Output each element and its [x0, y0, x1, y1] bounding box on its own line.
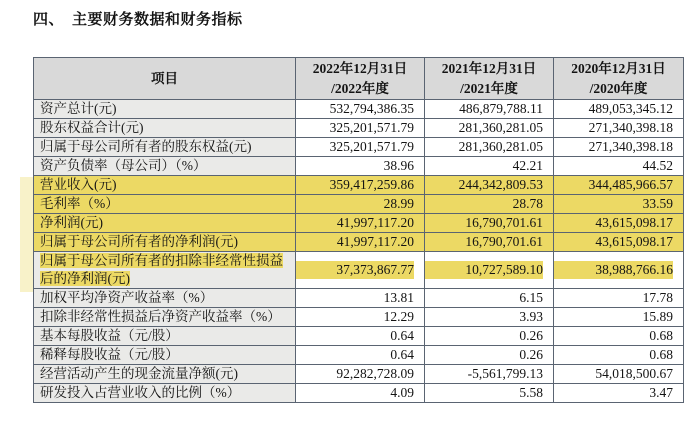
row-value: 271,340,398.18 [554, 119, 684, 138]
row-value: 0.64 [296, 346, 425, 365]
row-value: 3.93 [425, 308, 554, 327]
row-value: 54,018,500.67 [554, 365, 684, 384]
row-value: 5.58 [425, 384, 554, 403]
table-row [34, 365, 684, 384]
row-value: 15.89 [554, 308, 684, 327]
row-value: 281,360,281.05 [425, 119, 554, 138]
row-value: 38.96 [296, 157, 425, 176]
row-value: 16,790,701.61 [425, 233, 554, 252]
table-row [34, 195, 684, 214]
table-row [34, 252, 684, 289]
row-label: 归属于母公司所有者的净利润(元) [34, 233, 296, 252]
highlight-marker-strip [20, 177, 33, 292]
table-row [34, 100, 684, 119]
row-value: 344,485,966.57 [554, 176, 684, 195]
financial-table [33, 57, 684, 403]
row-label: 加权平均净资产收益率（%） [34, 289, 296, 308]
row-label: 扣除非经常性损益后净资产收益率（%） [34, 308, 296, 327]
table-row [34, 157, 684, 176]
table-row [34, 346, 684, 365]
row-value: 244,342,809.53 [425, 176, 554, 195]
row-value: 3.47 [554, 384, 684, 403]
table-row [34, 214, 684, 233]
row-label: 资产总计(元) [34, 100, 296, 119]
table-row [34, 289, 684, 308]
table-row [34, 327, 684, 346]
row-value: 44.52 [554, 157, 684, 176]
row-value: 33.59 [554, 195, 684, 214]
table-body [34, 100, 684, 403]
row-label: 毛利率（%） [34, 195, 296, 214]
row-value: 0.26 [425, 327, 554, 346]
row-value: 42.21 [425, 157, 554, 176]
row-label: 稀释每股收益（元/股） [34, 346, 296, 365]
row-value: 489,053,345.12 [554, 100, 684, 119]
row-label: 营业收入(元) [34, 176, 296, 195]
row-label: 资产负债率（母公司）（%） [34, 157, 296, 176]
row-label: 股东权益合计(元) [34, 119, 296, 138]
row-value: 0.68 [554, 346, 684, 365]
col-header-2022-year: /2022年度 [331, 80, 389, 96]
row-value: 12.29 [296, 308, 425, 327]
table-row [34, 138, 684, 157]
row-value: 17.78 [554, 289, 684, 308]
row-label: 研发投入占营业收入的比例（%） [34, 384, 296, 403]
col-header-2021-date: 2021年12月31日 [441, 60, 537, 76]
row-value: 92,282,728.09 [296, 365, 425, 384]
row-value: 281,360,281.05 [425, 138, 554, 157]
row-value: 0.68 [554, 327, 684, 346]
table-row [34, 176, 684, 195]
row-value: -5,561,799.13 [425, 365, 554, 384]
row-value: 37,373,867.77 [296, 252, 425, 289]
col-header-2021-year: /2021年度 [460, 80, 518, 96]
row-label: 归属于母公司所有者的股东权益(元) [34, 138, 296, 157]
row-value: 38,988,766.16 [554, 252, 684, 289]
col-header-2020-date: 2020年12月31日 [571, 60, 666, 76]
row-value: 486,879,788.11 [425, 100, 554, 119]
col-header-2020-year: /2020年度 [589, 80, 648, 96]
col-header-2021 [425, 58, 554, 100]
row-value: 41,997,117.20 [296, 214, 425, 233]
col-header-2020 [554, 58, 684, 100]
row-value: 325,201,571.79 [296, 119, 425, 138]
row-value: 359,417,259.86 [296, 176, 425, 195]
table-row [34, 119, 684, 138]
table-row [34, 384, 684, 403]
col-header-2022-date: 2022年12月31日 [312, 60, 408, 76]
table-row [34, 233, 684, 252]
row-value: 271,340,398.18 [554, 138, 684, 157]
row-value: 43,615,098.17 [554, 214, 684, 233]
row-label: 经营活动产生的现金流量净额(元) [34, 365, 296, 384]
row-label: 归属于母公司所有者的扣除非经常性损益后的净利润(元) [34, 252, 296, 289]
page-title: 四、 主要财务数据和财务指标 [33, 12, 243, 28]
col-header-2022 [296, 58, 425, 100]
header-row [34, 58, 684, 100]
row-label: 净利润(元) [34, 214, 296, 233]
row-value: 41,997,117.20 [296, 233, 425, 252]
row-value: 0.64 [296, 327, 425, 346]
table-row [34, 308, 684, 327]
row-value: 4.09 [296, 384, 425, 403]
row-value: 28.78 [425, 195, 554, 214]
row-label: 基本每股收益（元/股） [34, 327, 296, 346]
row-value: 13.81 [296, 289, 425, 308]
row-value: 43,615,098.17 [554, 233, 684, 252]
row-value: 532,794,386.35 [296, 100, 425, 119]
row-value: 16,790,701.61 [425, 214, 554, 233]
col-header-item: 项目 [34, 58, 296, 100]
row-value: 0.26 [425, 346, 554, 365]
row-value: 6.15 [425, 289, 554, 308]
row-value: 325,201,571.79 [296, 138, 425, 157]
row-value: 10,727,589.10 [425, 252, 554, 289]
row-value: 28.99 [296, 195, 425, 214]
